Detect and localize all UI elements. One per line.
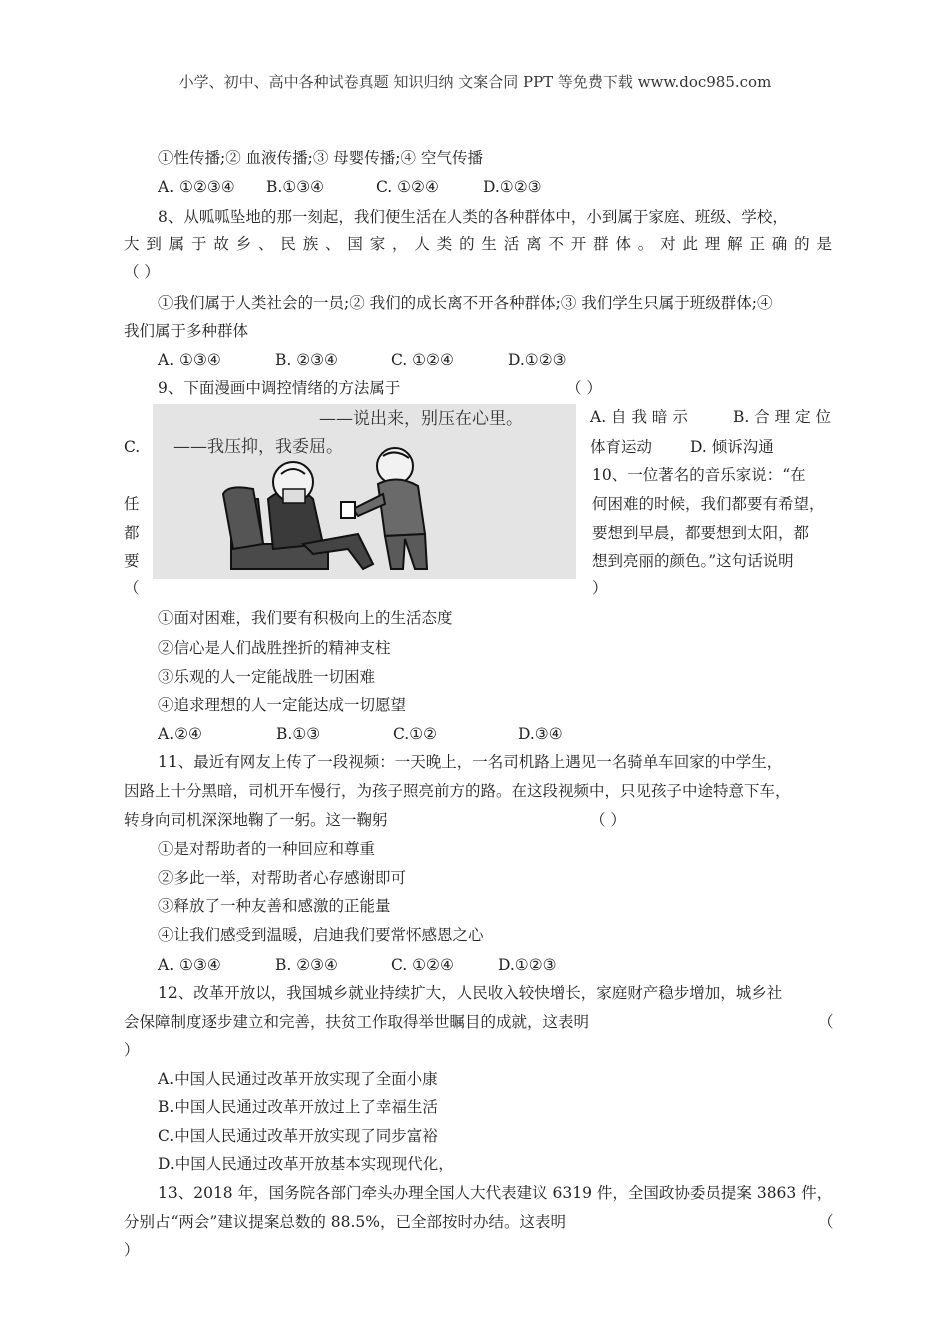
q7-option-d: D.①②③ <box>483 178 542 196</box>
q12-option-d: D.中国人民通过改革开放基本实现现代化， <box>158 1155 454 1173</box>
q11-answer-paren: （ ） <box>590 811 626 829</box>
q10-statement: ③乐观的人一定能战胜一切困难 <box>158 668 376 686</box>
q8-line1: 8、从呱呱坠地的那一刻起，我们便生活在人类的各种群体中，小到属于家庭、班级、学校， <box>158 208 788 226</box>
q13-line1: 13、2018 年，国务院各部门牵头办理全国人大代表建议 6319 件，全国政协委员提案 3863 件， <box>158 1184 833 1202</box>
q12-paren-open: （ <box>818 1013 834 1031</box>
q11-statement: ①是对帮助者的一种回应和尊重 <box>158 840 376 858</box>
q10-left-char: （ <box>124 579 140 597</box>
q7-option-c: C. ①②④ <box>376 178 439 196</box>
q9-option-d: D. 倾诉沟通 <box>690 438 774 456</box>
q10-line2: 何困难的时候，我们都要有希望， <box>592 495 825 513</box>
q10-left-char: 都 <box>124 524 140 542</box>
q9-option-a: A. 自 我 暗 示 <box>590 408 688 426</box>
q9-option-c-label: C. <box>124 438 141 456</box>
q11-option-d: D.①②③ <box>498 956 557 974</box>
q12-line2: 会保障制度逐步建立和完善，扶贫工作取得举世瞩目的成就，这表明 <box>124 1013 590 1031</box>
q11-line2: 因路上十分黑暗，司机开车慢行，为孩子照亮前方的路。在这段视频中，只见孩子中途特意下车， <box>124 782 791 800</box>
q7-option-b: B.①③④ <box>266 178 325 196</box>
q10-option-a: A.②④ <box>158 725 202 743</box>
q8-answer-paren: （ ） <box>124 263 160 281</box>
q9-option-c: 体育运动 <box>590 438 653 456</box>
q10-statement: ④追求理想的人一定能达成一切愿望 <box>158 696 407 714</box>
q10-line3: 要想到早晨，都要想到太阳，都 <box>592 524 810 542</box>
q11-option-b: B. ②③④ <box>275 956 338 974</box>
q11-option-c: C. ①②④ <box>391 956 454 974</box>
q11-option-a: A. ①③④ <box>158 956 221 974</box>
q7-statements: ①性传播;② 血液传播;③ 母婴传播;④ 空气传播 <box>158 149 483 167</box>
q10-line1: 10、一位著名的音乐家说：“在 <box>592 466 806 484</box>
q12-paren-close: ） <box>124 1041 140 1059</box>
q8-statements-line2: 我们属于多种群体 <box>124 322 249 340</box>
q11-statement: ③释放了一种友善和感激的正能量 <box>158 897 391 915</box>
q12-option-b: B.中国人民通过改革开放过上了幸福生活 <box>158 1098 438 1116</box>
q8-line2: 大到属于故乡、民族、国家，人类的生活离不开群体。对此理解正确的是 <box>124 235 832 253</box>
q10-left-char: 要 <box>124 552 140 570</box>
q7-option-a: A. ①②③④ <box>158 178 235 196</box>
q8-option-a: A. ①③④ <box>158 351 221 369</box>
q8-statements-line1: ①我们属于人类社会的一员;② 我们的成长离不开各种群体;③ 我们学生只属于班级群体;④ <box>158 294 773 312</box>
q10-paren-close: ） <box>592 579 608 597</box>
q10-statement: ①面对困难，我们要有积极向上的生活态度 <box>158 609 453 627</box>
q9-answer-paren: （ ） <box>566 379 602 397</box>
q12-option-c: C.中国人民通过改革开放实现了同步富裕 <box>158 1127 438 1145</box>
q12-option-a: A.中国人民通过改革开放实现了全面小康 <box>158 1070 438 1088</box>
q11-line3: 转身向司机深深地鞠了一躬。这一鞠躬 <box>124 811 388 829</box>
q10-option-b: B.①③ <box>276 725 321 743</box>
q10-option-d: D.③④ <box>518 725 563 743</box>
q10-option-c: C.①② <box>393 725 438 743</box>
q12-line1: 12、改革开放以，我国城乡就业持续扩大，人民收入较快增长，家庭财产稳步增加，城乡社 <box>158 984 783 1002</box>
q9-caption-listener: ——我压抑，我委屈。 <box>173 437 343 457</box>
q9-stem: 9、下面漫画中调控情绪的方法属于 <box>158 379 401 397</box>
q8-option-d: D.①②③ <box>508 351 567 369</box>
q10-line4: 想到亮丽的颜色。”这句话说明 <box>592 552 794 570</box>
q10-statement: ②信心是人们战胜挫折的精神支柱 <box>158 639 391 657</box>
q13-line2: 分别占“两会”建议提案总数的 88.5%，已全部按时办结。这表明 <box>124 1213 567 1231</box>
q10-left-char: 任 <box>124 495 140 513</box>
q8-option-c: C. ①②④ <box>391 351 454 369</box>
q9-option-b: B. 合 理 定 位 <box>733 408 832 426</box>
q9-caption-speaker: ——说出来，别压在心里。 <box>319 409 523 429</box>
q13-paren-open: （ <box>818 1213 834 1231</box>
q9-cartoon <box>153 404 576 579</box>
page-header: 小学、初中、高中各种试卷真题 知识归纳 文案合同 PPT 等免费下载 www.doc985.com <box>178 73 772 91</box>
q11-statement: ②多此一举，对帮助者心存感谢即可 <box>158 869 407 887</box>
q13-paren-close: ） <box>124 1241 140 1259</box>
q8-option-b: B. ②③④ <box>275 351 338 369</box>
q11-line1: 11、最近有网友上传了一段视频：一天晚上，一名司机路上遇见一名骑单车回家的中学生， <box>158 753 783 771</box>
q11-statement: ④让我们感受到温暖，启迪我们要常怀感恩之心 <box>158 926 484 944</box>
